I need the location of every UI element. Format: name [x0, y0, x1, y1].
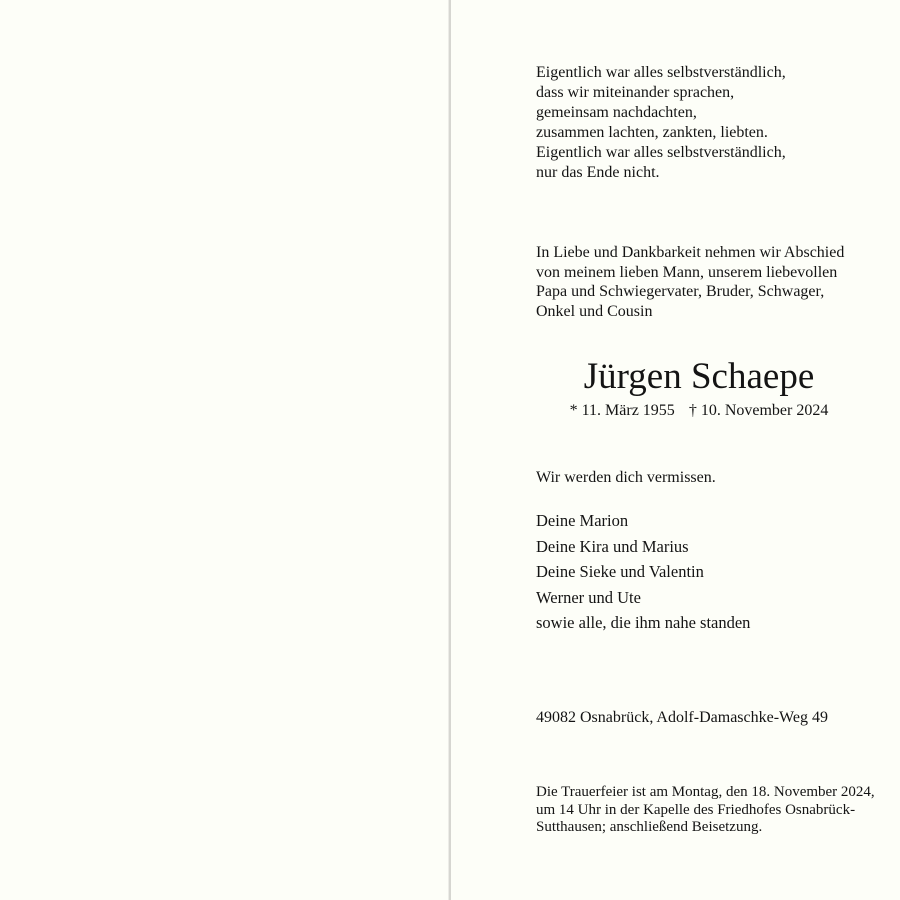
text-line: zusammen lachten, zankten, liebten. — [536, 124, 768, 141]
text-line: Eigentlich war alles selbstverständlich, — [536, 64, 786, 81]
text-line: Papa und Schwiegervater, Bruder, Schwager, — [536, 283, 825, 300]
text-line: Deine Kira und Marius — [536, 536, 689, 556]
farewell-line: Wir werden dich vermissen. — [536, 469, 716, 486]
text-line: um 14 Uhr in der Kapelle des Friedhofes Osnabrück- — [536, 801, 856, 818]
text-line: nur das Ende nicht. — [536, 164, 660, 181]
text-line: dass wir miteinander sprachen, — [536, 84, 735, 101]
text-line: Onkel und Cousin — [536, 302, 653, 320]
text-line: Eigentlich war alles selbstverständlich, — [536, 144, 786, 161]
obituary-content — [536, 0, 875, 900]
text-line: gemeinsam nachdachten, — [536, 104, 697, 121]
funeral-service-details — [536, 784, 875, 837]
blank-left-page — [0, 0, 449, 900]
life-dates — [536, 401, 862, 421]
text-line: Werner und Ute — [536, 587, 641, 607]
text-line: von meinem lieben Mann, unserem liebevollen — [536, 263, 838, 281]
text-line: Sutthausen; anschließend Beisetzung. — [536, 819, 763, 836]
death-date: † 10. November 2024 — [688, 402, 829, 419]
text-line: Die Trauerfeier ist am Montag, den 18. November 2024, — [536, 784, 875, 800]
text-line: In Liebe und Dankbarkeit nehmen wir Abschied — [536, 244, 845, 261]
farewell-intro-paragraph — [536, 243, 844, 321]
deceased-name: Jürgen Schaepe — [583, 356, 815, 397]
obituary-right-page — [451, 0, 900, 900]
text-line: Deine Marion — [536, 511, 629, 530]
text-line: sowie alle, die ihm nahe standen — [536, 613, 751, 633]
family-address: 49082 Osnabrück, Adolf-Damaschke-Weg 49 — [536, 709, 828, 726]
mourners-list — [536, 508, 750, 636]
birth-date: * 11. März 1955 — [569, 402, 675, 419]
memorial-poem — [536, 63, 786, 183]
text-line: Deine Sieke und Valentin — [536, 562, 704, 582]
